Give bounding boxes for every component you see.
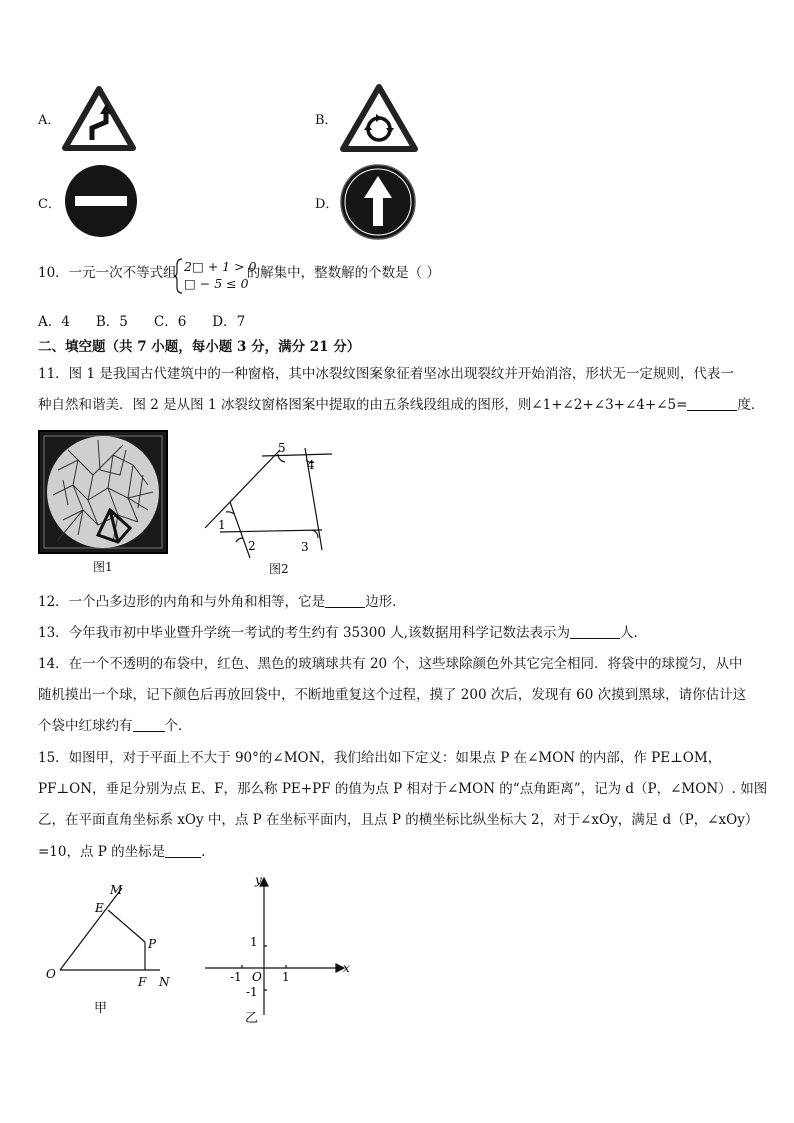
label-O: O <box>46 967 56 981</box>
tick-x-1: 1 <box>282 970 290 984</box>
x-axis-label: x <box>343 961 350 975</box>
angle-3-label: 3 <box>301 540 309 554</box>
q14-line2: 随机摸出一个球，记下颜色后再放回袋中，不断地重复这个过程，摸了 200 次后，发现有 60 次摸到黑球，请你估计这 <box>38 687 747 703</box>
q10-options: A．4 B．5 C．6 D．7 <box>38 314 246 330</box>
angle-5-label: 5 <box>278 441 286 455</box>
q15-line1: 15．如图甲，对于平面上不大于 90°的∠MON，我们给出如下定义：如果点 P 在∠MON 的内部，作 PE⊥OM， <box>38 750 722 766</box>
q14-line3: 个袋中红球约有 个． <box>38 718 192 734</box>
angle-4-label: 4 <box>307 458 315 472</box>
q11-line2: 种自然和谐美．图 2 是从图 1 冰裂纹窗格图案中提取的由五条线段组成的图形，则∠1+∠2+∠3+∠4+∠5= 度． <box>38 397 765 413</box>
fig-jia-caption: 甲 <box>94 1001 108 1016</box>
zigzag-warning-sign-icon <box>62 86 136 152</box>
option-b-label: B． <box>315 113 338 128</box>
option-c-label: C． <box>38 197 61 212</box>
q11-line1: 11．图 1 是我国古代建筑中的一种窗格，其中冰裂纹图案象征着坚冰出现裂纹并开始消溶，形状无一定规则，代表一 <box>38 366 734 382</box>
fig-yi-caption: 乙 <box>245 1011 259 1025</box>
angle-1-label: 1 <box>218 518 226 532</box>
tick-y-1: 1 <box>250 935 258 949</box>
tick-x-neg1: -1 <box>230 970 242 984</box>
q12-line: 12．一个凸多边形的内角和与外角和相等，它是 边形． <box>38 594 406 610</box>
label-M: M <box>110 883 123 897</box>
q13-line: 13．今年我市初中毕业暨升学统一考试的考生约有 35300 人,该数据用科学记数法表示为 人. <box>38 625 638 641</box>
q15-line4: =10，点 P 的坐标是 . <box>38 844 206 860</box>
label-P: P <box>148 937 157 951</box>
origin-label: O <box>252 970 262 984</box>
q10-stem: 10．一元一次不等式组 的解集中，整数解的个数是（ ） <box>38 265 440 281</box>
q10-inequality-1: 2□ + 1 > 0 <box>184 259 257 274</box>
ice-crack-window-image <box>38 430 168 554</box>
fig2-caption: 图2 <box>269 562 289 576</box>
q14-line1: 14．在一个不透明的布袋中，红色、黑色的玻璃球共有 20 个，这些球除颜色外其它完全相同．将袋中的球搅匀，从中 <box>38 656 743 672</box>
q15-line3: 乙，在平面直角坐标系 xOy 中，点 P 在坐标平面内，且点 P 的横坐标比纵坐标大 2，对于∠xOy，满足 d（P，∠xOy） <box>38 812 759 828</box>
section-title: 二、填空题（共 7 小题，每小题 3 分，满分 21 分） <box>38 339 361 355</box>
q15-line2: PF⊥ON，垂足分别为点 E、F，那么称 PE+PF 的值为点 P 相对于∠MON 的“点角距离”，记为 d（P，∠MON）. 如图 <box>38 781 768 797</box>
roundabout-warning-sign-icon <box>340 84 418 152</box>
label-E: E <box>95 901 104 915</box>
brace-icon <box>174 258 184 294</box>
y-axis-label: y <box>255 873 262 887</box>
label-F: F <box>138 975 147 989</box>
straight-ahead-sign-icon <box>338 162 418 242</box>
five-segment-figure <box>200 430 340 560</box>
figure-yi-coordinate-plane <box>200 870 355 1025</box>
option-a-label: A． <box>38 113 61 128</box>
figure-jia <box>42 876 182 1016</box>
q10-inequality-2: □ − 5 ≤ 0 <box>184 276 249 291</box>
label-N: N <box>159 975 170 989</box>
fig1-caption: 图1 <box>93 560 113 574</box>
tick-y-neg1: -1 <box>246 985 258 999</box>
no-entry-sign-icon <box>62 162 140 240</box>
angle-2-label: 2 <box>248 539 256 553</box>
option-d-label: D． <box>315 197 339 212</box>
